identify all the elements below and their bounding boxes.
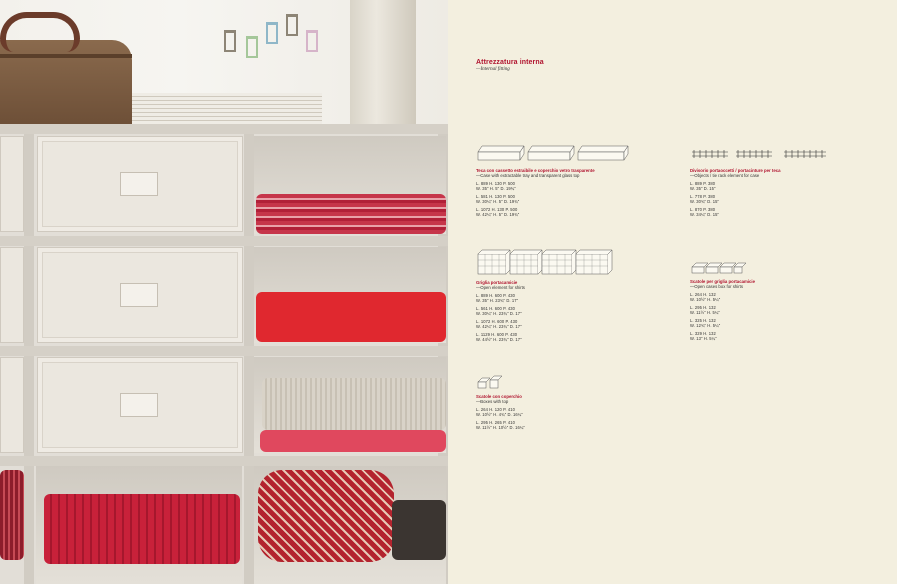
dimension-imperial: W. 10½" H. 5¼" xyxy=(690,297,721,302)
catalog-page xyxy=(448,0,897,584)
dimension-imperial: W. 30¼" H. 5" D. 19¾" xyxy=(476,199,520,204)
shirt-grid-drawing xyxy=(476,248,616,276)
item-title: Scatole con coperchio xyxy=(476,394,522,399)
dimension-metric: L. 889 H. 600 P. 430 xyxy=(476,293,516,298)
dimension-metric: L. 1072 H. 130 P. 500 xyxy=(476,207,518,212)
sunglasses xyxy=(0,12,80,52)
dimension-metric: L. 561 H. 600 P. 430 xyxy=(476,306,516,311)
catalog-item xyxy=(476,374,525,433)
dimension-metric: L. 889 P. 380 xyxy=(690,181,716,186)
dimension-imperial: W. 42¼" H. 23¾" D. 17" xyxy=(476,324,522,329)
drawer-handle xyxy=(120,393,158,417)
drawer-handle xyxy=(120,283,158,307)
dimension-metric: L. 889 H. 130 P. 500 xyxy=(476,181,516,186)
dimension-imperial: W. 11½" H. 10½" D. 16¼" xyxy=(476,425,525,430)
item-subtitle: —Open cases box for shirts xyxy=(690,284,744,289)
dimension-imperial: W. 35" H. 5" D. 19¾" xyxy=(476,186,516,191)
dimensions xyxy=(690,292,755,341)
folded-red-garment xyxy=(44,494,240,564)
box-with-top-drawing xyxy=(476,374,506,390)
dimension-imperial: W. 13" H. 5¼" xyxy=(690,336,717,341)
section-subtitle: —Internal fitting xyxy=(476,67,510,72)
catalog-item xyxy=(690,261,755,344)
dimension-metric: L. 870 P. 380 xyxy=(690,207,716,212)
dimension-imperial: W. 12¾" H. 5¼" xyxy=(690,323,721,328)
folded-pink-shirt xyxy=(260,430,446,452)
dimension-metric: L. 325 H. 132 xyxy=(690,318,716,323)
dimension-imperial: W. 30¼" H. 23¾" D. 17" xyxy=(476,311,522,316)
item-subtitle: —Objects / tie rack element for case xyxy=(690,173,760,178)
dimensions xyxy=(476,181,632,217)
stone-column xyxy=(350,0,416,124)
dimension-metric: L. 264 H. 120 P. 410 xyxy=(476,407,516,412)
section-title: Attrezzatura interna xyxy=(476,59,544,66)
item-subtitle: —Boxes with top xyxy=(476,399,509,404)
rack-element-drawing xyxy=(690,146,830,164)
shelf xyxy=(0,456,448,466)
dimension-metric: L. 264 H. 132 xyxy=(690,292,716,297)
dimension-imperial: W. 35" D. 15" xyxy=(690,186,716,191)
item-subtitle: —Open element for shirts xyxy=(476,285,525,290)
shelf xyxy=(0,124,448,134)
dimension-metric: L. 1072 H. 600 P. 430 xyxy=(476,319,518,324)
item-subtitle: —Case with extractable tray and transparent glass top xyxy=(476,173,580,178)
dimension-imperial: W. 34¼" D. 15" xyxy=(690,212,720,217)
folded-beige-cardigan xyxy=(262,378,446,430)
dark-bag xyxy=(392,500,446,560)
dimension-imperial: W. 30¾" D. 15" xyxy=(690,199,720,204)
catalog-item xyxy=(476,142,632,220)
shelf xyxy=(0,346,448,356)
dimension-metric: L. 295 H. 265 P. 410 xyxy=(476,420,516,425)
wardrobe-photo xyxy=(0,0,448,584)
item-title: Scatole per griglia portacamicie xyxy=(690,279,755,284)
dimension-imperial: W. 11½" H. 5¼" xyxy=(690,310,720,315)
catalog-item xyxy=(690,146,830,220)
tray-case-drawing xyxy=(476,142,632,164)
dimensions xyxy=(476,293,616,342)
knitted-bag xyxy=(258,470,394,562)
item-title: Divisorio portaoccetti / portacinture per teca xyxy=(690,168,781,173)
dimensions xyxy=(690,181,830,217)
stacked-books xyxy=(132,93,322,125)
drawer-edge xyxy=(0,357,24,453)
dimension-imperial: W. 42¼" H. 5" D. 19¾" xyxy=(476,212,520,217)
item-title: Teca con cassetto estraibile e coperchio vetro trasparente xyxy=(476,168,595,173)
folded-knit xyxy=(0,470,24,560)
wooden-hat-box xyxy=(0,40,132,126)
folded-red-sweater xyxy=(256,292,446,342)
shelf xyxy=(0,236,448,246)
dimension-metric: L. 329 H. 132 xyxy=(690,331,716,336)
folded-striped-sweater xyxy=(256,194,446,234)
dimension-metric: L. 1129 H. 600 P. 430 xyxy=(476,332,518,337)
catalog-item xyxy=(476,248,616,345)
dimensions xyxy=(476,407,525,430)
dimension-metric: L. 295 H. 132 xyxy=(690,305,716,310)
drawer-handle xyxy=(120,172,158,196)
section-heading xyxy=(476,59,544,72)
miniature-chairs xyxy=(212,8,322,68)
dimension-metric: L. 581 H. 130 P. 500 xyxy=(476,194,516,199)
drawer-edge xyxy=(0,247,24,343)
dimension-imperial: W. 10½" H. 4¾" D. 16¼" xyxy=(476,412,523,417)
dimension-metric: L. 778 P. 380 xyxy=(690,194,716,199)
item-title: Griglia portacamicie xyxy=(476,280,518,285)
dimension-imperial: W. 35" H. 23¾" D. 17" xyxy=(476,298,519,303)
dimension-imperial: W. 44½" H. 23¾" D. 17" xyxy=(476,337,522,342)
drawer-edge xyxy=(0,136,24,232)
grid-box-drawing xyxy=(690,261,750,275)
